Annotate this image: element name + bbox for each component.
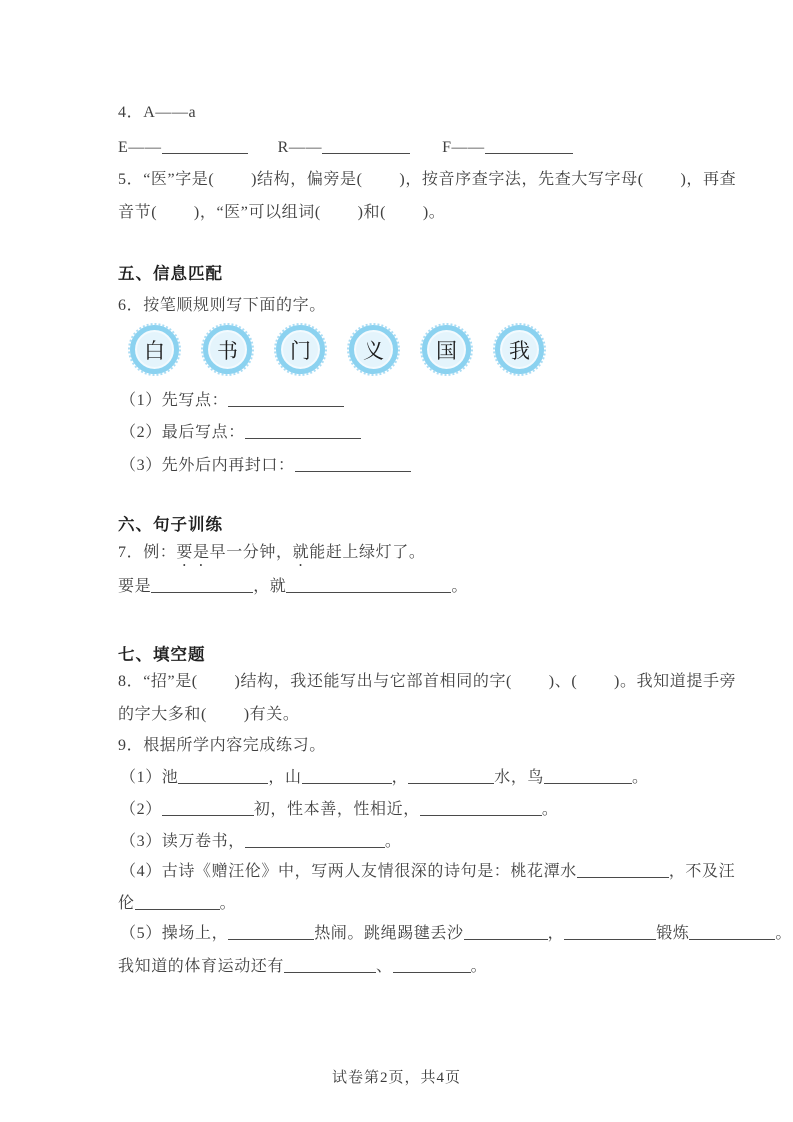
answer-blank-line [228, 391, 344, 407]
item6-title: 6．按笔顺规则写下面的字。 [118, 297, 326, 314]
text-segment: 。 [775, 925, 793, 943]
text-segment: （5）操场上， [120, 925, 229, 943]
item6-sub3 [120, 454, 411, 477]
answer-blank-line [689, 924, 775, 940]
character-badge [130, 325, 179, 374]
text-segment: 。 [541, 801, 559, 819]
text-segment: ，山 [268, 769, 302, 787]
item9-title: 9．根据所学内容完成练习。 [118, 737, 326, 754]
item7-answer [118, 575, 468, 598]
item8-line2: 的字大多和( )有关。 [118, 706, 300, 723]
character-badges-row [130, 325, 544, 374]
answer-blank-line [284, 957, 376, 973]
answer-blank-line [485, 138, 573, 154]
badge-character: 义 [363, 338, 384, 363]
text-segment: ， [547, 925, 565, 943]
text-segment: ， [391, 769, 409, 787]
spacer [410, 151, 442, 152]
section5-heading: 五、信息匹配 [118, 264, 223, 283]
section6-heading: 六、句子训练 [118, 515, 223, 534]
item9-sub5-line2 [118, 955, 487, 978]
badge-character: 国 [436, 338, 457, 363]
answer-blank-line [286, 577, 451, 593]
answer-blank-line [178, 768, 268, 784]
text-segment: 初，性本善，性相近， [253, 801, 420, 819]
badge-character: 我 [509, 338, 530, 363]
text-segment: 伦 [118, 895, 135, 913]
answer-blank-line [544, 768, 632, 784]
text-segment: ，就 [253, 578, 287, 596]
text-segment: 早一分钟， [209, 544, 293, 561]
text-segment: （2） [120, 801, 162, 819]
text-segment: 水，鸟 [494, 769, 545, 787]
answer-blank-line [393, 957, 471, 973]
character-badge [203, 325, 252, 374]
answer-blank-line [162, 138, 248, 154]
text-segment: 。 [632, 769, 649, 787]
answer-blank-line [322, 138, 410, 154]
spacer [248, 151, 278, 152]
answer-blank-line [245, 832, 385, 848]
text-segment: （1）池 [120, 769, 179, 787]
text-segment: 。 [219, 895, 237, 913]
text-segment: F—— [442, 139, 485, 157]
answer-blank-line [302, 768, 392, 784]
item8-line1: 8．“招”是( )结构，我还能写出与它部首相同的字( )、( )。我知道提手旁 [118, 673, 737, 690]
character-badge [495, 325, 544, 374]
text-segment: ，不及汪 [668, 863, 736, 881]
item9-sub5-line1 [120, 922, 792, 945]
text-segment: 要是 [118, 578, 152, 596]
item9-sub1 [120, 766, 649, 789]
answer-blank-line [564, 924, 656, 940]
item9-sub4-line2 [118, 892, 236, 915]
item4-title: 4．A——a [118, 104, 197, 121]
text-segment: （1）先写点： [120, 392, 229, 410]
answer-blank-line [577, 862, 669, 878]
badge-character: 书 [217, 338, 238, 363]
text-segment: （3）先外后内再封口： [120, 457, 295, 475]
item9-sub3 [120, 830, 401, 853]
text-segment: 。 [470, 958, 488, 976]
answer-blank-line [245, 423, 361, 439]
answer-blank-line [151, 577, 253, 593]
emphasized-text: 要是 [176, 544, 210, 561]
text-segment: 能赶上绿灯了。 [309, 544, 426, 561]
answer-blank-line [420, 800, 542, 816]
badge-character: 白 [144, 338, 165, 363]
answer-blank-line [408, 768, 494, 784]
item5-line1: 5．“医”字是( )结构，偏旁是( )，按音序查字法，先查大写字母( )，再查 [118, 171, 737, 188]
page-footer: 试卷第2页，共4页 [331, 1070, 461, 1086]
section7-heading: 七、填空题 [118, 645, 206, 664]
text-segment: （4）古诗《赠汪伦》中，写两人友情很深的诗句是：桃花潭水 [120, 863, 577, 881]
answer-blank-line [228, 924, 314, 940]
text-segment: 热闹。跳绳踢毽丢沙 [314, 925, 464, 943]
item9-sub4-line1 [120, 860, 735, 883]
text-segment: 7．例： [118, 544, 177, 561]
text-segment: （3）读万卷书， [120, 833, 245, 851]
badge-character: 门 [290, 338, 311, 363]
item6-sub1 [120, 389, 344, 412]
character-badge [276, 325, 325, 374]
item5-line2: 音节( )，“医”可以组词( )和( )。 [118, 204, 446, 221]
text-segment: 我知道的体育运动还有 [118, 958, 285, 976]
answer-blank-line [464, 924, 548, 940]
text-segment: 、 [376, 958, 393, 976]
character-badge [349, 325, 398, 374]
text-segment: 。 [384, 833, 402, 851]
text-segment: （2）最后写点： [120, 424, 245, 442]
character-badge [422, 325, 471, 374]
item9-sub2 [120, 798, 558, 821]
answer-blank-line [295, 456, 411, 472]
answer-blank-line [162, 800, 254, 816]
answer-blank-line [135, 894, 220, 910]
item4-letter-row [118, 136, 573, 159]
text-segment: R—— [277, 139, 323, 157]
item6-sub2 [120, 421, 361, 444]
text-segment: 锻炼 [656, 925, 690, 943]
item7-example [118, 542, 425, 570]
text-segment: 。 [451, 578, 469, 596]
emphasized-text: 就 [292, 544, 310, 561]
text-segment: E—— [118, 139, 162, 157]
